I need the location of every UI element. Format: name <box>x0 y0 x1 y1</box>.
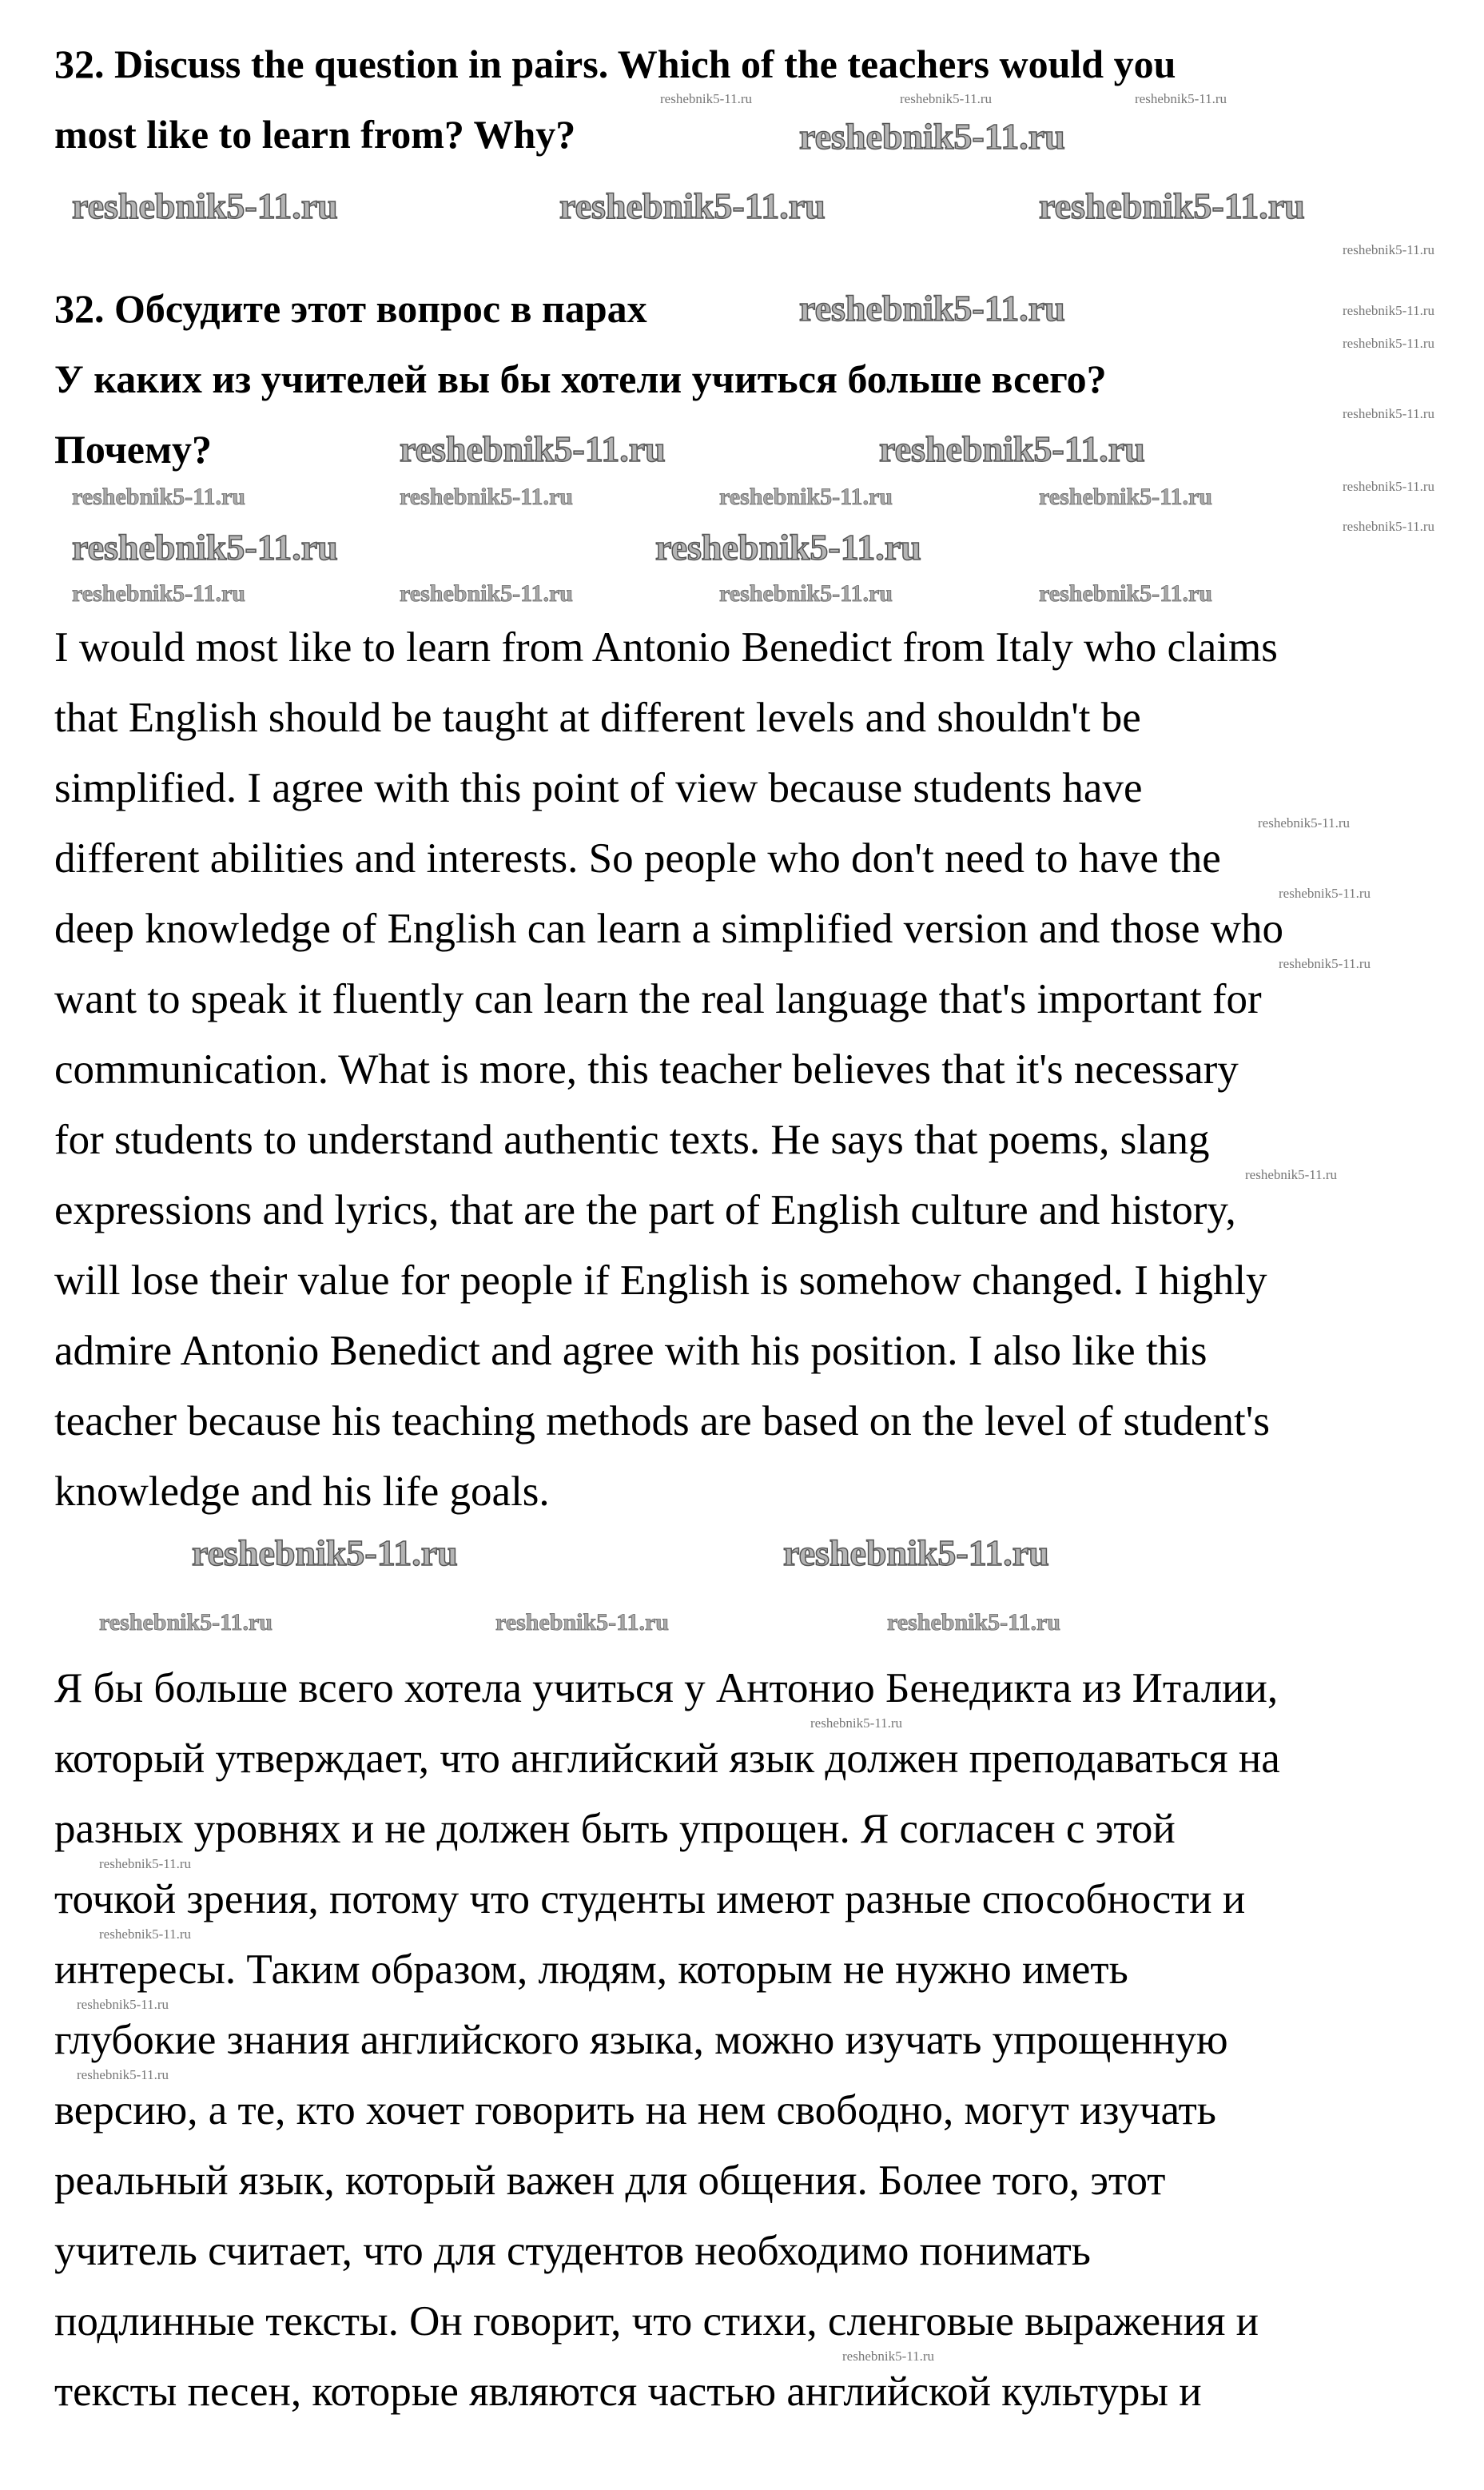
watermark: reshebnik5-11.ru <box>495 1609 669 1635</box>
answer-en-line: for students to understand authentic texts. He says that poems, slang <box>54 1117 1210 1163</box>
watermark: reshebnik5-11.ru <box>1343 336 1435 351</box>
watermark: reshebnik5-11.ru <box>99 1926 192 1942</box>
watermark: reshebnik5-11.ru <box>1343 303 1435 318</box>
watermark: reshebnik5-11.ru <box>879 428 1145 469</box>
answer-en-line: admire Antonio Benedict and agree with his position. I also like this <box>54 1328 1207 1374</box>
watermark: reshebnik5-11.ru <box>719 484 893 510</box>
watermark: reshebnik5-11.ru <box>400 428 666 469</box>
answer-en-line: expressions and lyrics, that are the part of English culture and history, <box>54 1187 1236 1233</box>
watermark: reshebnik5-11.ru <box>559 185 826 226</box>
watermark: reshebnik5-11.ru <box>1135 91 1227 106</box>
answer-ru-line: учитель считает, что для студентов необходимо понимать <box>54 2228 1091 2274</box>
watermark: reshebnik5-11.ru <box>799 116 1065 157</box>
answer-en-line: communication. What is more, this teacher believes that it's necessary <box>54 1046 1239 1093</box>
answer-en-line: knowledge and his life goals. <box>54 1468 550 1515</box>
answer-ru-line: реальный язык, который важен для общения. Более того, этот <box>54 2157 1166 2204</box>
task-en-line: most like to learn from? Why? <box>54 112 576 157</box>
watermark: reshebnik5-11.ru <box>1245 1167 1338 1182</box>
watermark: reshebnik5-11.ru <box>1279 886 1371 901</box>
answer-en-line: deep knowledge of English can learn a simplified version and those who <box>54 906 1284 952</box>
watermark: reshebnik5-11.ru <box>400 580 573 607</box>
watermark: reshebnik5-11.ru <box>72 185 338 226</box>
watermark: reshebnik5-11.ru <box>72 527 338 568</box>
watermark: reshebnik5-11.ru <box>719 580 893 607</box>
watermark: reshebnik5-11.ru <box>842 2349 935 2364</box>
answer-ru-line: версию, а те, кто хочет говорить на нем свободно, могут изучать <box>54 2087 1216 2133</box>
answer-ru-line: интересы. Таким образом, людям, которым не нужно иметь <box>54 1946 1128 1993</box>
watermark: reshebnik5-11.ru <box>99 1856 192 1871</box>
answer-en-line: want to speak it fluently can learn the real language that's important for <box>54 976 1262 1022</box>
task-ru-line: 32. Обсудите этот вопрос в парах <box>54 286 647 331</box>
watermark: reshebnik5-11.ru <box>887 1609 1060 1635</box>
watermark: reshebnik5-11.ru <box>77 1997 169 2012</box>
watermark: reshebnik5-11.ru <box>783 1532 1049 1573</box>
watermark: reshebnik5-11.ru <box>1258 815 1351 831</box>
answer-ru-line: глубокие знания английского языка, можно изучать упрощенную <box>54 2017 1228 2063</box>
answer-en-line: will lose their value for people if English is somehow changed. I highly <box>54 1257 1267 1304</box>
answer-ru-line: подлинные тексты. Он говорит, что стихи, сленговые выражения и <box>54 2298 1259 2345</box>
watermark: reshebnik5-11.ru <box>660 91 753 106</box>
watermark: reshebnik5-11.ru <box>1343 479 1435 494</box>
task-ru-line: Почему? <box>54 427 213 472</box>
watermark: reshebnik5-11.ru <box>1039 484 1212 510</box>
watermark: reshebnik5-11.ru <box>1279 956 1371 971</box>
answer-en-line: that English should be taught at different levels and shouldn't be <box>54 695 1141 741</box>
watermark: reshebnik5-11.ru <box>72 580 245 607</box>
answer-en-line: different abilities and interests. So people who don't need to have the <box>54 835 1221 882</box>
watermark: reshebnik5-11.ru <box>77 2067 169 2082</box>
watermark: reshebnik5-11.ru <box>1039 580 1212 607</box>
watermark: reshebnik5-11.ru <box>99 1609 273 1635</box>
task-ru-line: У каких из учителей вы бы хотели учиться больше всего? <box>54 357 1107 401</box>
watermark: reshebnik5-11.ru <box>400 484 573 510</box>
watermark: reshebnik5-11.ru <box>192 1532 458 1573</box>
watermark: reshebnik5-11.ru <box>900 91 993 106</box>
answer-ru-line: Я бы больше всего хотела учиться у Антонио Бенедикта из Италии, <box>54 1665 1279 1711</box>
answer-ru-line: тексты песен, которые являются частью английской культуры и <box>54 2368 1202 2415</box>
answer-ru-line: который утверждает, что английский язык должен преподаваться на <box>54 1735 1280 1782</box>
answer-ru-line: разных уровнях и не должен быть упрощен. Я согласен с этой <box>54 1806 1176 1852</box>
watermark: reshebnik5-11.ru <box>810 1715 903 1731</box>
answer-en-line: I would most like to learn from Antonio Benedict from Italy who claims <box>54 624 1278 671</box>
watermark: reshebnik5-11.ru <box>655 527 921 568</box>
watermark: reshebnik5-11.ru <box>1343 406 1435 421</box>
watermark: reshebnik5-11.ru <box>72 484 245 510</box>
watermark: reshebnik5-11.ru <box>799 288 1065 329</box>
watermark: reshebnik5-11.ru <box>1039 185 1305 226</box>
watermark: reshebnik5-11.ru <box>1343 242 1435 257</box>
answer-en-line: simplified. I agree with this point of view because students have <box>54 765 1143 811</box>
watermark: reshebnik5-11.ru <box>1343 519 1435 534</box>
answer-ru-line: точкой зрения, потому что студенты имеют разные способности и <box>54 1876 1246 1922</box>
task-en-line: 32. Discuss the question in pairs. Which of the teachers would you <box>54 42 1176 86</box>
answer-en-line: teacher because his teaching methods are based on the level of student's <box>54 1398 1270 1444</box>
